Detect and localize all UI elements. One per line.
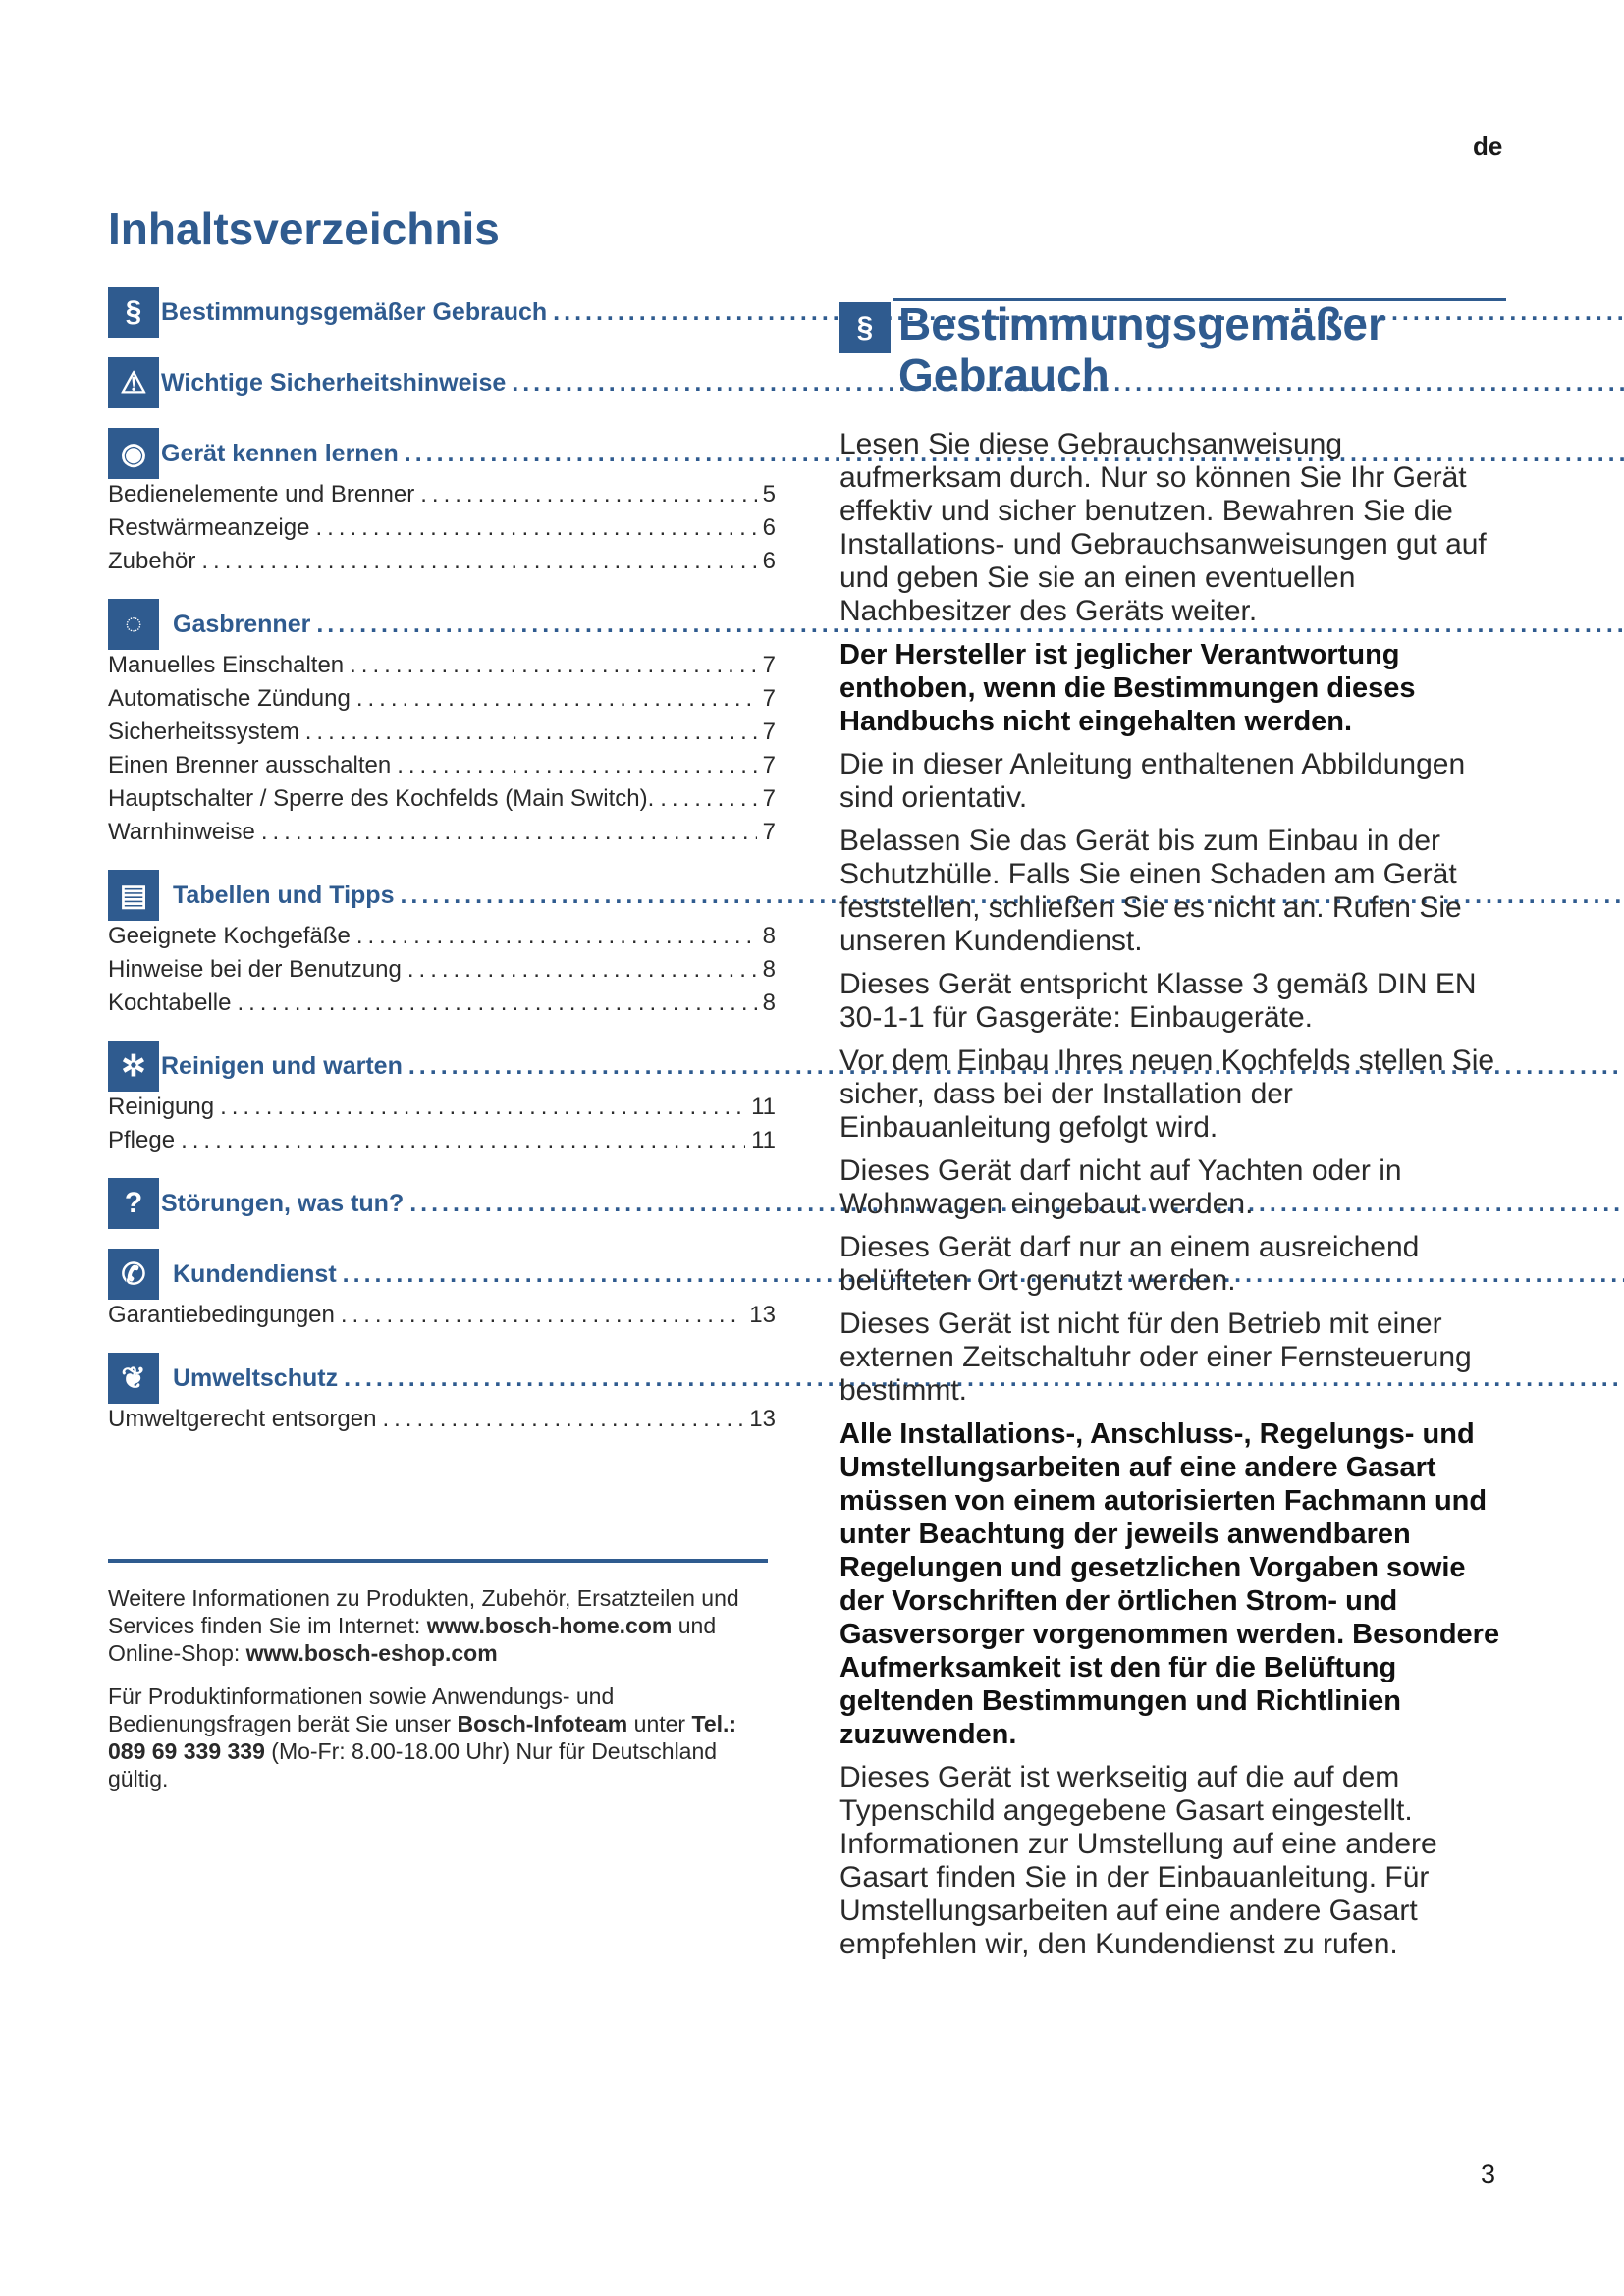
toc-item-label: Kochtabelle — [108, 989, 232, 1016]
toc-item-label: Garantiebedingungen — [108, 1302, 335, 1328]
toc-section-link[interactable] — [108, 597, 776, 652]
toc-page: 7 — [762, 719, 776, 745]
toc-item-label: Umweltgerecht entsorgen — [108, 1406, 377, 1432]
toc-item[interactable] — [108, 685, 776, 719]
info-web: Weitere Informationen zu Produkten, Zubehör, Ersatzteilen und Services finden Sie im Internet: www.bosch-home.com und Online-Shop: www.bosch-eshop.com — [108, 1585, 739, 1666]
toc-section-link[interactable] — [108, 1351, 776, 1406]
leader-dots — [237, 989, 756, 1017]
leader-dots — [356, 685, 757, 713]
toc-section — [108, 868, 776, 1023]
toc-item[interactable] — [108, 548, 776, 581]
toc-section — [108, 426, 776, 581]
section-title: Bestimmungsgemäßer Gebrauch — [898, 298, 1385, 400]
toc-page: 7 — [762, 752, 776, 778]
leader-dots — [397, 752, 756, 779]
toc-section — [108, 355, 776, 410]
leader-dots — [350, 652, 757, 679]
toc-item[interactable] — [108, 752, 776, 785]
bold-paragraph: Der Hersteller ist jeglicher Verantwortung enthoben, wenn die Bestimmungen dieses Handbuchs nicht eingehalten werden. — [839, 639, 1416, 737]
toc-item-label: Bedienelemente und Brenner — [108, 481, 415, 507]
toc-item-label: Reinigung — [108, 1094, 215, 1120]
info-hotline: Für Produktinformationen sowie Anwendungs- und Bedienungsfragen berät Sie unser Bosch-Infoteam unter Tel.: 089 69 339 339 (Mo-Fr: 8.00-18.00 Uhr) Nur für Deutschland gültig. — [108, 1683, 737, 1791]
toc-page: 6 — [762, 548, 776, 574]
toc-item[interactable] — [108, 1127, 776, 1160]
toc-item[interactable] — [108, 652, 776, 685]
toc-section — [108, 1176, 776, 1231]
toc-item-label: Sicherheitssystem — [108, 719, 299, 745]
paragraph-hand-icon: § — [108, 287, 159, 338]
toc-section-title: Tabellen und Tipps — [173, 881, 395, 909]
paragraph: Dieses Gerät darf nur an einem ausreichend belüfteten Ort genutzt werden. — [839, 1231, 1420, 1297]
leader-dots — [305, 719, 757, 746]
toc-page: 7 — [762, 685, 776, 712]
burner-icon: ◌ — [108, 599, 159, 650]
toc-item-label: Geeignete Kochgefäße — [108, 923, 351, 949]
paragraph: Dieses Gerät ist nicht für den Betrieb mit einer externen Zeitschaltuhr oder einer Fernsteuerung bestimmt. — [839, 1308, 1472, 1407]
toc-section-link[interactable] — [108, 868, 776, 923]
toc-section-link[interactable] — [108, 1247, 776, 1302]
phone-number: Tel.: 089 69 339 339 — [108, 1711, 737, 1764]
toc-item-label: Restwärmeanzeige — [108, 514, 310, 541]
toc-section — [108, 285, 776, 340]
leader-dots — [201, 548, 756, 575]
paragraph: Die in dieser Anleitung enthaltenen Abbildungen sind orientativ. — [839, 748, 1466, 814]
toc-section-title: Gasbrenner — [173, 610, 311, 638]
page-number: 3 — [1481, 2160, 1496, 2189]
section-header — [839, 298, 1527, 400]
toc-page: 5 — [762, 481, 776, 507]
paragraph: Dieses Gerät ist werkseitig auf die auf dem Typenschild angegebene Gasart eingestellt. Informationen zur Umstellung auf eine andere Gasart finden Sie in der Einbauanleitung. Für Umstellungsarbeiten auf eine andere Gasart empfehlen wir, den Kundendienst zu rufen. — [839, 1761, 1437, 1960]
toc-page: 13 — [749, 1406, 776, 1432]
paragraph: Vor dem Einbau Ihres neuen Kochfelds stellen Sie sicher, dass bei der Installation der Einbauanleitung gefolgt wird. — [839, 1044, 1495, 1144]
toc-item-label: Zubehör — [108, 548, 196, 574]
cleaning-icon: ✲ — [108, 1041, 159, 1092]
paragraph-hand-icon: § — [839, 302, 891, 353]
leader-dots — [315, 514, 756, 542]
toc-item[interactable] — [108, 719, 776, 752]
toc-section — [108, 1247, 776, 1335]
toc-section-title: Umweltschutz — [173, 1363, 339, 1392]
toc-section — [108, 1351, 776, 1439]
leader-dots — [407, 956, 757, 984]
toc-item[interactable] — [108, 819, 776, 852]
paragraph: Lesen Sie diese Gebrauchsanweisung aufmerksam durch. Nur so können Sie Ihr Gerät effektiv und sicher benutzen. Bewahren Sie die Installations- und Gebrauchsanweisungen gut auf und geben Sie sie an einen eventuellen Nachbesitzer des Geräts weiter. — [839, 428, 1487, 627]
leader-dots — [660, 785, 756, 813]
toc-item[interactable] — [108, 481, 776, 514]
leader-dots — [181, 1127, 745, 1154]
leader-dots — [356, 923, 757, 950]
bold-paragraph: Alle Installations-, Anschluss-, Regelungs- und Umstellungsarbeiten auf eine andere Gasart müssen von einem autorisierten Fachmann und unter Beachtung der jeweils anwendbaren Regelungen und gesetzlichen Vorgaben sowie der Vorschriften der örtlichen Strom- und Gasversorger vorgenommen werden. Besondere Aufmerksamkeit ist den für die Belüftung geltenden Bestimmungen und Richtlinien zuzuwenden. — [839, 1418, 1500, 1750]
question-icon: ? — [108, 1178, 159, 1229]
phone-icon: ✆ — [108, 1249, 159, 1300]
paragraph: Dieses Gerät darf nicht auf Yachten oder in Wohnwagen eingebaut werden. — [839, 1154, 1402, 1220]
toc-item[interactable] — [108, 1302, 776, 1335]
toc-section-title: Gerät kennen lernen — [161, 439, 399, 467]
table-of-contents — [108, 285, 776, 1455]
toc-page: 7 — [762, 785, 776, 812]
paragraph: Dieses Gerät entspricht Klasse 3 gemäß DIN EN 30-1-1 für Gasgeräte: Einbaugeräte. — [839, 968, 1477, 1034]
paragraph: Belassen Sie das Gerät bis zum Einbau in der Schutzhülle. Falls Sie einen Schaden am Gerät feststellen, schließen Sie es nicht an. Rufen Sie unseren Kundendienst. — [839, 825, 1462, 957]
toc-item[interactable] — [108, 1094, 776, 1127]
link-bosch-eshop[interactable]: www.bosch-eshop.com — [245, 1640, 498, 1666]
toc-section-title: Reinigen und warten — [161, 1051, 403, 1080]
toc-page: 7 — [762, 819, 776, 845]
toc-section — [108, 1039, 776, 1160]
toc-section-link[interactable] — [108, 355, 776, 410]
leader-dots — [220, 1094, 745, 1121]
leader-dots — [261, 819, 757, 846]
toc-item-label: Einen Brenner ausschalten — [108, 752, 392, 778]
toc-page: 6 — [762, 514, 776, 541]
toc-page: 7 — [762, 652, 776, 678]
leader-dots — [420, 481, 756, 508]
toc-item-label: Hauptschalter / Sperre des Kochfelds (Main Switch). — [108, 785, 655, 812]
toc-title: Inhaltsverzeichnis — [108, 203, 500, 254]
toc-section — [108, 597, 776, 852]
toc-page: 8 — [762, 956, 776, 983]
warning-icon: ⚠ — [108, 357, 159, 408]
toc-item-label: Hinweise bei der Benutzung — [108, 956, 402, 983]
toc-item[interactable] — [108, 1406, 776, 1439]
toc-item[interactable] — [108, 923, 776, 956]
toc-page: 8 — [762, 923, 776, 949]
toc-page: 13 — [749, 1302, 776, 1328]
toc-item[interactable] — [108, 989, 776, 1023]
toc-section-link[interactable] — [108, 426, 776, 481]
toc-section-link[interactable] — [108, 285, 776, 340]
leaf-icon: ❦ — [108, 1353, 159, 1404]
language-code: de — [1473, 132, 1503, 161]
toc-section-title: Wichtige Sicherheitshinweise — [161, 368, 507, 397]
toc-page: 8 — [762, 989, 776, 1016]
toc-page: 11 — [751, 1127, 776, 1153]
toc-section-title: Bestimmungsgemäßer Gebrauch — [161, 297, 548, 326]
toc-item[interactable] — [108, 785, 776, 819]
toc-section-link[interactable] — [108, 1176, 776, 1231]
info-box — [108, 1584, 776, 1808]
link-bosch-home[interactable]: www.bosch-home.com — [426, 1613, 673, 1638]
toc-item-label: Manuelles Einschalten — [108, 652, 345, 678]
toc-section-link[interactable] — [108, 1039, 776, 1094]
toc-page: 11 — [751, 1094, 776, 1120]
toc-item-label: Pflege — [108, 1127, 176, 1153]
eye-icon: ◉ — [108, 428, 159, 479]
toc-item[interactable] — [108, 514, 776, 548]
leader-dots — [382, 1406, 743, 1433]
toc-item-label: Automatische Zündung — [108, 685, 351, 712]
divider — [108, 1559, 768, 1563]
toc-item-label: Warnhinweise — [108, 819, 255, 845]
toc-section-title: Kundendienst — [173, 1259, 337, 1288]
leader-dots — [341, 1302, 743, 1329]
toc-section-title: Störungen, was tun? — [161, 1189, 405, 1217]
toc-item[interactable] — [108, 956, 776, 989]
section-body — [839, 428, 1507, 1971]
document-icon: ▤ — [108, 870, 159, 921]
